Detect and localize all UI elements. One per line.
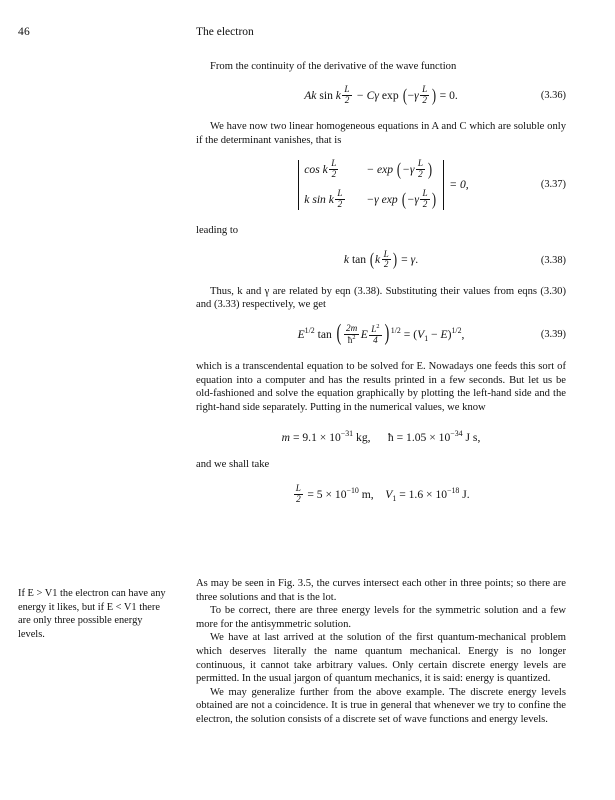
main-text-column: [196, 60, 566, 505]
page-header: [0, 26, 615, 44]
equation-3-39-expression: $E^{1/2}$ tan ( $\frac{2m}{ħ^2}$ E $\frac{L^2}{4}$ )$^{1/2} = (V_1 - E)^{1/2}$,: [297, 320, 465, 347]
paragraph-fig-reference: As may be seen in Fig. 3.5, the curves intersect each other in three points; so there are three solutions and that is the lot.: [196, 578, 566, 603]
equation-constants-1-expression: $m = 9.1 \times 10^{-31}$ kg, ħ = $1.05 \times 10^{-34}$ J s,: [281, 428, 481, 444]
equation-3-38-expression: k tan (k $\frac{L}{2}$ ) = γ.: [343, 248, 419, 270]
spacer: [196, 238, 566, 250]
determinant-bar-left: [298, 160, 299, 211]
margin-note-text: If E > V1 the electron can have any energy it likes, but if E < V1 there are only three possible energy levels.: [18, 588, 166, 640]
bottom-text-column: [196, 577, 566, 727]
equation-3-37-determinant: [293, 160, 468, 211]
paragraph-determinant: We have now two linear homogeneous equations in A and C which are soluble only if the determinant vanishes, that is: [196, 121, 566, 147]
equation-constants-2: [196, 484, 566, 506]
determinant-row: [304, 190, 438, 211]
page-number: 46: [18, 26, 30, 38]
determinant-cell: − exp (−γ $\frac{L}{2}$ ): [366, 158, 432, 180]
equation-3-37: [196, 160, 566, 211]
spacer: [196, 74, 566, 86]
paragraph-continuity: From the continuity of the derivative of the wave function: [210, 61, 457, 72]
paragraph-generalization: We may generalize further from the above example. The discrete energy levels obtained are not a coincidence. It is true in general that whenever we try to confine the electron, the solution consists of a discrete set of wave functions and energy levels.: [196, 686, 566, 725]
spacer: [196, 271, 566, 285]
determinant-row: [304, 160, 438, 181]
paragraph-we-shall-take: and we shall take: [196, 459, 270, 471]
equation-constants-2-expression: $\frac{L}{2}$ = $5 \times 10^{-10}$ m, $V_1 = 1.6 \times 10^{-18}$ J.: [295, 482, 470, 504]
determinant-cell: cos k $\frac{L}{2}$: [304, 158, 337, 180]
determinant-rows: [304, 160, 438, 211]
spacer: [196, 210, 566, 224]
paragraph-quantization: We have at last arrived at the solution of the first quantum-mechanical problem which deserves literally the name quantum mechanical. Energy is no longer continuous, it cannot take arbitrary values. Only certain discrete energy levels are permitted. In the usual jargon of quantum mechanics, it is said: energy is quantized.: [196, 632, 566, 685]
paragraph-energy-levels: To be correct, there are three energy levels for the symmetric solution and a few more for the antisymmetric solution.: [196, 605, 566, 630]
equation-3-39-number: (3.39): [540, 329, 566, 341]
equation-constants-1: [196, 427, 566, 444]
equation-3-36-number: (3.36): [540, 90, 566, 102]
equation-3-36-expression: Ak sin k $\frac{L}{2}$ − Cγ exp (−γ $\frac{L}{2}$ ) = 0.: [304, 84, 458, 106]
spacer: [196, 346, 566, 360]
spacer: [196, 106, 566, 120]
determinant-cell: k sin k $\frac{L}{2}$: [304, 188, 343, 209]
margin-note: [18, 577, 170, 651]
determinant-cell: −γ exp (−γ $\frac{L}{2}$ ): [366, 188, 437, 209]
equation-3-36: [196, 86, 566, 107]
paragraph-leading-to: leading to: [196, 225, 239, 237]
spacer: [196, 312, 566, 324]
paragraph-relation: Thus, k and γ are related by eqn (3.38). Substituting their values from eqns (3.30) and (3.33) respectively, we get: [196, 285, 566, 311]
equation-3-38-number: (3.38): [540, 254, 566, 266]
spacer: [196, 444, 566, 458]
spacer: [196, 472, 566, 484]
equation-3-39: [196, 320, 566, 347]
spacer: [196, 148, 566, 160]
spacer: [196, 415, 566, 427]
equation-3-37-number: (3.37): [540, 179, 566, 191]
running-head: The electron: [196, 26, 254, 38]
determinant-bar-right: [443, 160, 444, 211]
equation-3-37-equals: = 0,: [449, 178, 469, 192]
paragraph-transcendental: which is a transcendental equation to be solved for E. Nowadays one feeds this sort of equation into a computer and has the results printed in a few seconds. But let us be old-fashioned and solve the equation graphically by plotting the left-hand side and the right-hand side separately. Putting in the numerical values, we know: [196, 361, 566, 414]
equation-3-38: [196, 250, 566, 271]
